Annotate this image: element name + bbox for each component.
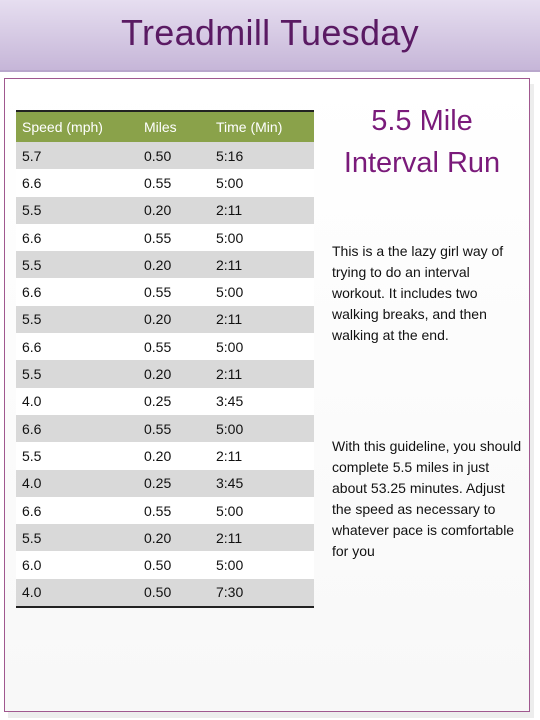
- column-header-speed: Speed (mph): [16, 111, 138, 142]
- column-header-miles: Miles: [138, 111, 210, 142]
- guideline-paragraph: With this guideline, you should complete 5.5 miles in just about 53.25 minutes. Adjust the speed as necessary to whatever pace is comfortable for you: [332, 438, 522, 559]
- cell-time: 2:11: [216, 366, 243, 383]
- workout-heading-line2: Interval Run: [343, 147, 501, 179]
- cell-time: 5:00: [216, 502, 244, 519]
- table-row: [16, 470, 314, 497]
- workout-heading: [322, 100, 522, 184]
- cell-miles: 0.20: [144, 256, 172, 273]
- table-body: [16, 142, 314, 607]
- cell-time: 5:00: [216, 284, 244, 301]
- table-row: [16, 169, 314, 196]
- cell-miles: 0.55: [144, 338, 172, 355]
- cell-miles: 0.20: [144, 447, 172, 464]
- description-paragraph: This is a the lazy girl way of trying to do an interval workout. It includes two walking breaks, and then walking at the end.: [332, 243, 504, 343]
- cell-speed: 6.6: [22, 174, 42, 191]
- cell-speed: 4.0: [22, 393, 42, 410]
- cell-time: 5:00: [216, 420, 244, 437]
- cell-speed: 5.5: [22, 366, 42, 383]
- cell-speed: 4.0: [16, 579, 138, 607]
- cell-speed: 5.5: [22, 311, 42, 328]
- cell-time: 2:11: [216, 529, 243, 546]
- table-row: [16, 333, 314, 360]
- cell-time: 5:16: [216, 147, 244, 164]
- interval-table: [16, 110, 314, 608]
- cell-miles: 0.20: [144, 202, 172, 219]
- cell-speed: 5.7: [22, 147, 42, 164]
- cell-miles: 0.55: [144, 174, 172, 191]
- cell-speed: 6.6: [22, 502, 42, 519]
- cell-speed: 5.5: [22, 447, 42, 464]
- cell-miles: 0.25: [144, 393, 172, 410]
- table-row: [16, 442, 314, 469]
- cell-time: 2:11: [216, 202, 243, 219]
- column-header-time: Time (Min): [210, 111, 314, 142]
- cell-time: 7:30: [210, 579, 314, 607]
- table-row: [16, 524, 314, 551]
- cell-time: 5:00: [216, 557, 244, 574]
- page-title: Treadmill Tuesday: [121, 12, 419, 53]
- cell-miles: 0.50: [144, 147, 172, 164]
- cell-miles: 0.55: [144, 229, 172, 246]
- cell-time: 3:45: [216, 393, 244, 410]
- table-header-row: [16, 111, 314, 142]
- title-banner: [0, 0, 540, 72]
- cell-miles: 0.20: [144, 529, 172, 546]
- table-row: [16, 415, 314, 442]
- cell-speed: 5.5: [22, 256, 42, 273]
- cell-time: 5:00: [216, 174, 244, 191]
- workout-heading-line1: 5.5 Mile: [371, 105, 473, 137]
- table-row: [16, 551, 314, 578]
- cell-speed: 5.5: [22, 202, 42, 219]
- table-row: [16, 224, 314, 251]
- cell-miles: 0.55: [144, 420, 172, 437]
- cell-speed: 6.6: [22, 338, 42, 355]
- table-row: [16, 251, 314, 278]
- table-row: [16, 497, 314, 524]
- cell-speed: 6.0: [22, 557, 42, 574]
- cell-speed: 6.6: [22, 420, 42, 437]
- cell-miles: 0.55: [144, 284, 172, 301]
- cell-speed: 4.0: [22, 475, 42, 492]
- table-row: [16, 197, 314, 224]
- table-row: [16, 142, 314, 169]
- table-row: [16, 306, 314, 333]
- cell-time: 3:45: [216, 475, 244, 492]
- cell-time: 5:00: [216, 229, 244, 246]
- cell-miles: 0.50: [138, 579, 210, 607]
- table-row: [16, 388, 314, 415]
- table-row: [16, 360, 314, 387]
- table-row: [16, 278, 314, 305]
- cell-time: 2:11: [216, 447, 243, 464]
- cell-miles: 0.20: [144, 366, 172, 383]
- cell-speed: 5.5: [22, 529, 42, 546]
- cell-miles: 0.55: [144, 502, 172, 519]
- cell-speed: 6.6: [22, 284, 42, 301]
- cell-time: 2:11: [216, 311, 243, 328]
- cell-miles: 0.50: [144, 557, 172, 574]
- cell-time: 2:11: [216, 256, 243, 273]
- table-row: [16, 579, 314, 607]
- cell-miles: 0.25: [144, 475, 172, 492]
- cell-speed: 6.6: [22, 229, 42, 246]
- cell-time: 5:00: [216, 338, 244, 355]
- cell-miles: 0.20: [144, 311, 172, 328]
